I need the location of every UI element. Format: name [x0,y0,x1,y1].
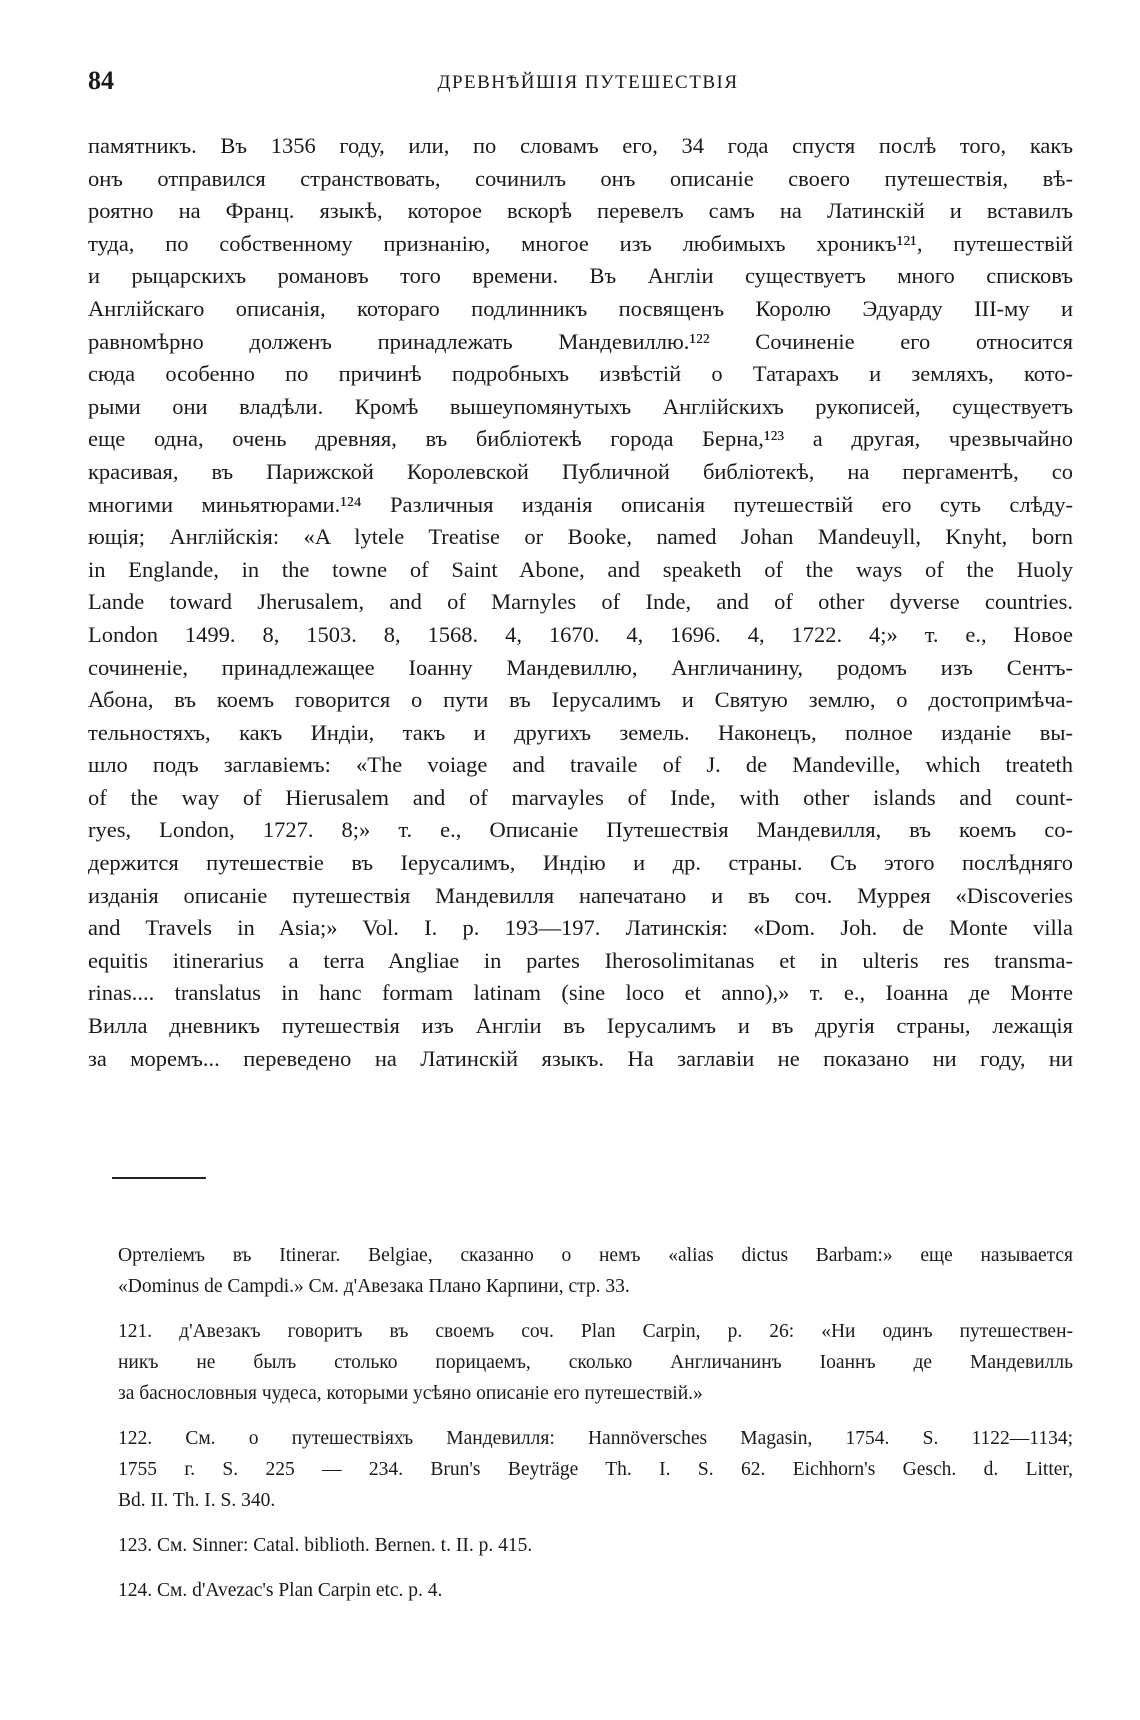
text-line: and Travels in Asia;» Vol. I. p. 193—197. Латинскія: «Dom. Joh. de Monte villa [88,915,1073,941]
footnote-122 [118,1423,1073,1516]
text-line: ющія; Англійскія: «A lytele Treatise or Booke, named Johan Mandeuyll, Knyht, born [88,524,1073,550]
footnote-line: 123. См. Sinner: Catal. biblioth. Bernen. t. II. p. 415. [118,1535,533,1556]
footnote-line: Bd. II. Th. I. S. 340. [118,1490,276,1511]
text-line: многими миньятюрами.¹²⁴ Различныя изданія описанія путешествій его суть слѣду- [88,491,1073,517]
text-line: онъ отправился странствовать, сочинилъ онъ описаніе своего путешествія, вѣ- [88,165,1073,191]
footnote-line: 121. д'Авезакъ говоритъ въ своемъ соч. Plan Carpin, p. 26: «Ни одинъ путешествен- [118,1321,1073,1342]
main-text [88,130,1073,1075]
text-line: держится путешествіе въ Іерусалимъ, Индію и др. страны. Съ этого послѣдняго [88,850,1073,876]
text-line: Вилла дневникъ путешествія изъ Англіи въ Іерусалимъ и въ другія страны, лежащія [88,1013,1073,1039]
footnote-123 [118,1530,1073,1561]
footnote-line: 1755 г. S. 225 — 234. Brun's Beyträge Th. I. S. 62. Eichhorn's Gesch. d. Litter, [118,1459,1073,1480]
text-line: и рыцарскихъ романовъ того времени. Въ Англіи существуетъ много списковъ [88,263,1073,289]
page-header [88,66,1088,106]
text-line: сюда особенно по причинѣ подробныхъ извѣстій о Татарахъ и земляхъ, кото- [88,361,1073,387]
text-line: rinas.... translatus in hanc formam latinam (sine loco et anno),» т. е., Іоанна де Монте [88,980,1073,1006]
text-line: ryes, London, 1727. 8;» т. е., Описаніе Путешествія Мандевилля, въ коемъ со- [88,817,1073,843]
running-title: ДРЕВНѢЙШІЯ ПУТЕШЕСТВІЯ [437,72,739,93]
text-line: роятно на Франц. языкѣ, которое вскорѣ перевелъ самъ на Латинскій и вставилъ [88,198,1073,224]
text-line: равномѣрно долженъ принадлежать Мандевиллю.¹²² Сочиненіе его относится [88,328,1073,354]
footnote-continuation [118,1240,1073,1302]
footnote-124 [118,1575,1073,1606]
text-line: Абона, въ коемъ говорится о пути въ Іерусалимъ и Святую землю, о достопримѣча- [88,687,1073,713]
text-line: of the way of Hierusalem and of marvayles of Inde, with other islands and count- [88,784,1073,810]
text-line: памятникъ. Въ 1356 году, или, по словамъ его, 34 года спустя послѣ того, какъ [88,133,1073,158]
text-line: equitis itinerarius a terra Angliae in partes Iherosolimitanas et in ulteris res transma- [88,947,1073,973]
text-line: рыми они владѣли. Кромѣ вышеупомянутыхъ Англійскихъ рукописей, существуетъ [88,393,1073,419]
footnote-121 [118,1316,1073,1409]
page-number: 84 [88,66,114,95]
text-line: изданія описаніе путешествія Мандевилля напечатано и въ соч. Муррея «Discoveries [88,882,1073,908]
footnote-line: за баснословныя чудеса, которыми усѣяно описаніе его путешествій.» [118,1383,703,1404]
text-line: сочиненіе, принадлежащее Іоанну Мандевиллю, Англичанину, родомъ изъ Сентъ- [88,654,1073,680]
footnote-line: никъ не былъ столько порицаемъ, сколько Англичанинъ Іоаннъ де Мандевилль [118,1352,1073,1373]
text-line: тельностяхъ, какъ Индіи, такъ и другихъ земель. Наконецъ, полное изданіе вы- [88,719,1073,745]
text-line: Англійскаго описанія, котораго подлинникъ посвященъ Королю Эдуарду III-му и [88,295,1073,321]
text-line: красивая, въ Парижской Королевской Публичной библіотекѣ, на пергаментѣ, со [88,458,1073,484]
text-line: еще одна, очень древняя, въ библіотекѣ города Берна,¹²³ а другая, чрезвычайно [88,426,1073,452]
footnote-line: 122. См. о путешествіяхъ Мандевилля: Hannöversches Magasin, 1754. S. 1122—1134; [118,1428,1073,1449]
text-line: за моремъ... переведено на Латинскій языкъ. На заглавіи не показано ни году, ни [88,1045,1073,1071]
footnote-line: 124. См. d'Avezac's Plan Carpin etc. p. 4. [118,1580,443,1601]
text-line: шло подъ заглавіемъ: «The voiage and travaile of J. de Mandeville, which treateth [88,752,1073,778]
text-line: Lande toward Jherusalem, and of Marnyles of Inde, and of other dyverse countries. [88,589,1073,615]
footnote-line: Ортеліемъ въ Itinerar. Belgiae, сказанно о немъ «alias dictus Barbam:» еще называется [118,1245,1073,1266]
footnotes [118,1240,1073,1620]
text-line: туда, по собственному признанію, многое изъ любимыхъ хроникъ¹²¹, путешествій [88,230,1073,256]
footnote-line: «Dominus de Campdi.» См. д'Авезака Плано Карпини, стр. 33. [118,1276,630,1297]
footnote-divider [112,1177,206,1179]
text-line: London 1499. 8, 1503. 8, 1568. 4, 1670. 4, 1696. 4, 1722. 4;» т. е., Новое [88,621,1073,647]
text-line: in Englande, in the towne of Saint Abone, and speaketh of the ways of the Huoly [88,556,1073,582]
